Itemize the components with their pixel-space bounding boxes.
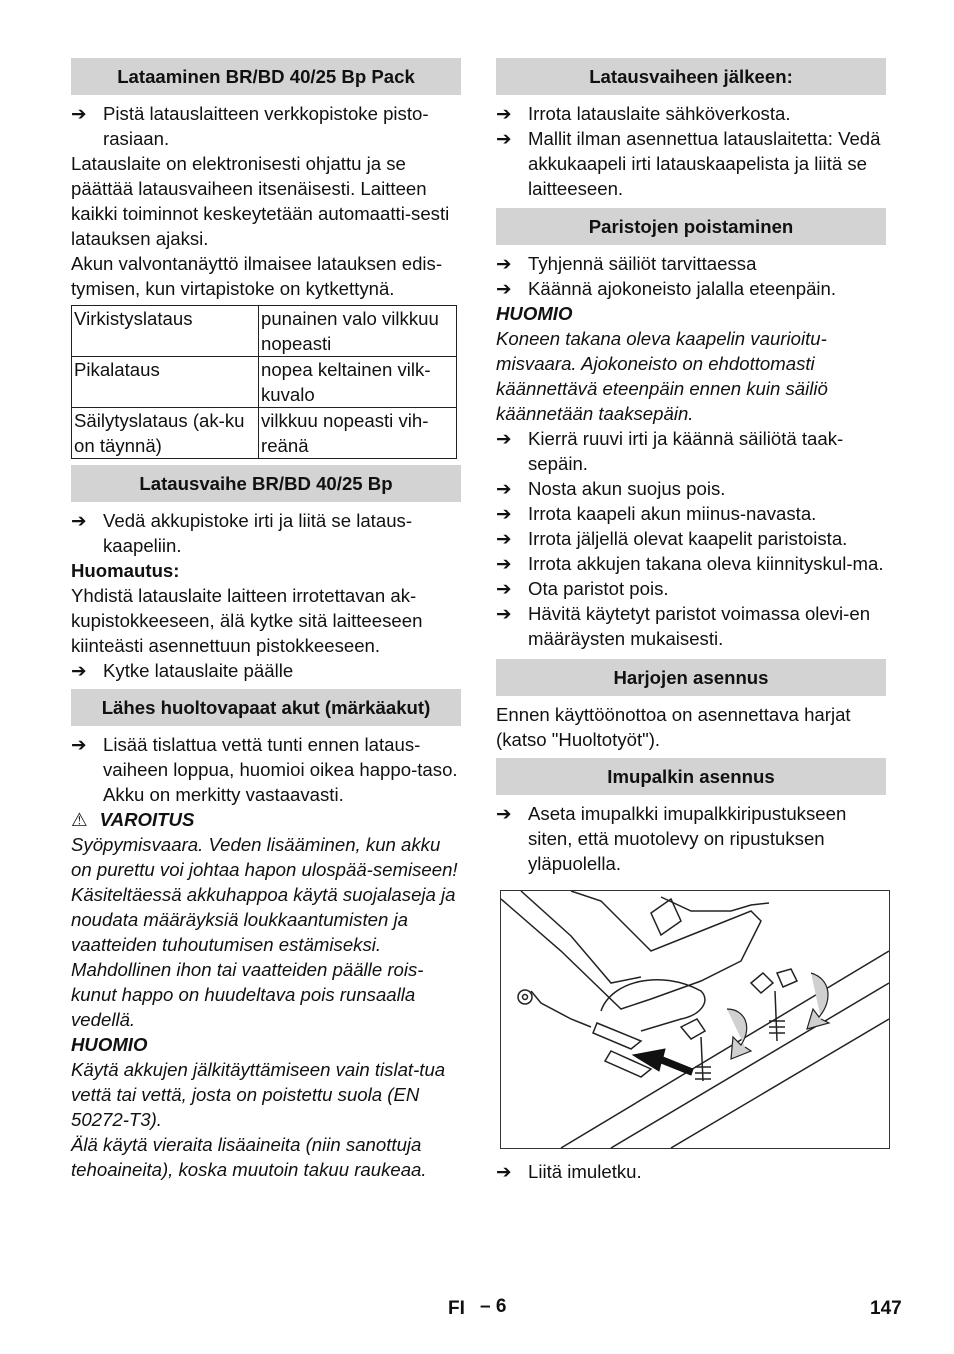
charge-status-table: [71, 305, 457, 459]
table-cell: Virkistyslataus: [72, 306, 259, 357]
section-heading-after-charging: Latausvaiheen jälkeen:: [496, 58, 886, 95]
step: ➔ Ota paristot pois.: [496, 578, 669, 599]
table-cell: Pikalataus: [72, 357, 259, 408]
table-cell: punainen valo vilkkuu nopeasti: [259, 306, 457, 357]
step: ➔ Kierrä ruuvi irti ja käännä säiliötä taak-sepäin.: [496, 428, 844, 474]
arrow-icon: ➔: [496, 578, 512, 599]
caution-label: HUOMIO: [71, 1034, 148, 1055]
warning-label: ⚠ VAROITUS: [71, 809, 195, 830]
step: ➔ Käännä ajokoneisto jalalla eteenpäin.: [496, 278, 837, 299]
right-column: [496, 58, 886, 1184]
arrow-icon: ➔: [71, 660, 87, 681]
caution-text: Koneen takana oleva kaapelin vaurioitu-misvaara. Ajokoneisto on ehdottomasti käännettävä eteenpäin ennen kuin säiliö käännetään taaksepäin.: [496, 328, 828, 424]
section-heading-brush-install: Harjojen asennus: [496, 659, 886, 696]
footer-subpage: – 6: [480, 1296, 507, 1317]
left-column: [71, 58, 461, 1182]
step: ➔ Irrota jäljellä olevat kaapelit paristoista.: [496, 528, 848, 549]
footer-language: FI: [448, 1298, 465, 1319]
step: ➔ Hävitä käytetyt paristot voimassa olevi-en määräysten mukaisesti.: [496, 603, 871, 649]
paragraph-charger-info: Latauslaite on elektronisesti ohjattu ja se päättää latausvaiheen itsenäisesti. Laitteen kaikki toiminnot keskeytetään automaatti-sesti latauksen ajaksi.: [71, 153, 450, 249]
arrow-icon: ➔: [496, 603, 512, 624]
step-connect-hose: ➔ Liitä imuletku.: [496, 1161, 642, 1182]
warning-text: Syöpymisvaara. Veden lisääminen, kun akku on purettu voi johtaa hapon ulospää-semiseen!: [71, 834, 458, 880]
arrow-icon: ➔: [71, 510, 87, 531]
table-cell: vilkkuu nopeasti vih-reänä: [259, 408, 457, 459]
step: ➔ Nosta akun suojus pois.: [496, 478, 726, 499]
page-number: 147: [870, 1298, 902, 1319]
arrow-icon: ➔: [496, 528, 512, 549]
arrow-icon: ➔: [496, 478, 512, 499]
table-cell: Säilytyslataus (ak-ku on täynnä): [72, 408, 259, 459]
arrow-icon: ➔: [496, 253, 512, 274]
step-switch-on-charger: ➔ Kytke latauslaite päälle: [71, 660, 294, 681]
table-row: [72, 306, 457, 357]
section-heading-wet-batteries: Lähes huoltovapaat akut (märkäakut): [71, 689, 461, 726]
paragraph-brush-install: Ennen käyttöönottoa on asennettava harjat (katso "Huoltotyöt").: [496, 704, 851, 750]
squeegee-drawing: [501, 891, 889, 1148]
step-add-water: ➔ Lisää tislattua vettä tunti ennen lataus-vaiheen loppua, huomioi oikea happo-taso. Akku on merkitty vastaavasti.: [71, 734, 458, 805]
warning-text: Käsiteltäessä akkuhappoa käytä suojalaseja ja noudata määräyksiä loukkaantumisten ja vaatteiden tuhoutumisen estämiseksi.: [71, 884, 456, 955]
caution-text: Käytä akkujen jälkitäyttämiseen vain tislat-tua vettä tai vettä, josta on poistettu suola (EN 50272-T3).: [71, 1059, 446, 1130]
note-label: Huomautus:: [71, 560, 180, 581]
arrow-icon: ➔: [496, 503, 512, 524]
caution-text: Älä käytä vieraita lisäaineita (niin sanottuja tehoaineita), koska muutoin takuu raukeaa.: [71, 1134, 427, 1180]
squeegee-mounting-illustration: [500, 890, 890, 1149]
arrow-icon: ➔: [496, 128, 512, 149]
arrow-icon: ➔: [496, 428, 512, 449]
step: ➔ Tyhjennä säiliöt tarvittaessa: [496, 253, 757, 274]
arrow-icon: ➔: [71, 103, 87, 124]
table-cell: nopea keltainen vilk-kuvalo: [259, 357, 457, 408]
warning-icon: ⚠: [71, 809, 88, 830]
step-models-without-charger: ➔ Mallit ilman asennettua latauslaitetta: Vedä akkukaapeli irti latauskaapelista ja liitä se laitteeseen.: [496, 128, 881, 199]
arrow-icon: ➔: [496, 803, 512, 824]
arrow-icon: ➔: [496, 278, 512, 299]
caution-label: HUOMIO: [496, 303, 573, 324]
section-heading-charging-phase: Latausvaihe BR/BD 40/25 Bp: [71, 465, 461, 502]
step-unplug-charger: ➔ Irrota latauslaite sähköverkosta.: [496, 103, 791, 124]
step: ➔ Irrota kaapeli akun miinus-navasta.: [496, 503, 817, 524]
section-heading-charging-pack: Lataaminen BR/BD 40/25 Bp Pack: [71, 58, 461, 95]
warning-text: Mahdollinen ihon tai vaatteiden päälle rois-kunut happo on huudeltava pois runsaalla vedellä.: [71, 959, 424, 1030]
arrow-icon: ➔: [496, 103, 512, 124]
step-plug-in: ➔ Pistä latauslaitteen verkkopistoke pisto- rasiaan.: [71, 103, 429, 149]
section-heading-remove-batteries: Paristojen poistaminen: [496, 208, 886, 245]
step: ➔ Irrota akkujen takana oleva kiinnityskul-ma.: [496, 553, 884, 574]
arrow-icon: ➔: [71, 734, 87, 755]
step-mount-squeegee: ➔ Aseta imupalkki imupalkkiripustukseen siten, että muotolevy on ripustuksen yläpuolella.: [496, 803, 847, 874]
paragraph-monitor-info: Akun valvontanäyttö ilmaisee latauksen edis-tymisen, kun virtapistoke on kytkettynä.: [71, 253, 443, 299]
table-row: [72, 408, 457, 459]
note-text: Yhdistä latauslaite laitteen irrotettavan ak-kupistokkeeseen, älä kytke sitä laitteeseen kiinteästi asennettuun pistokkeeseen.: [71, 585, 423, 656]
step-disconnect-battery: ➔ Vedä akkupistoke irti ja liitä se lataus-kaapeliin.: [71, 510, 413, 556]
table-row: [72, 357, 457, 408]
arrow-icon: ➔: [496, 1161, 512, 1182]
section-heading-squeegee-install: Imupalkin asennus: [496, 758, 886, 795]
arrow-icon: ➔: [496, 553, 512, 574]
